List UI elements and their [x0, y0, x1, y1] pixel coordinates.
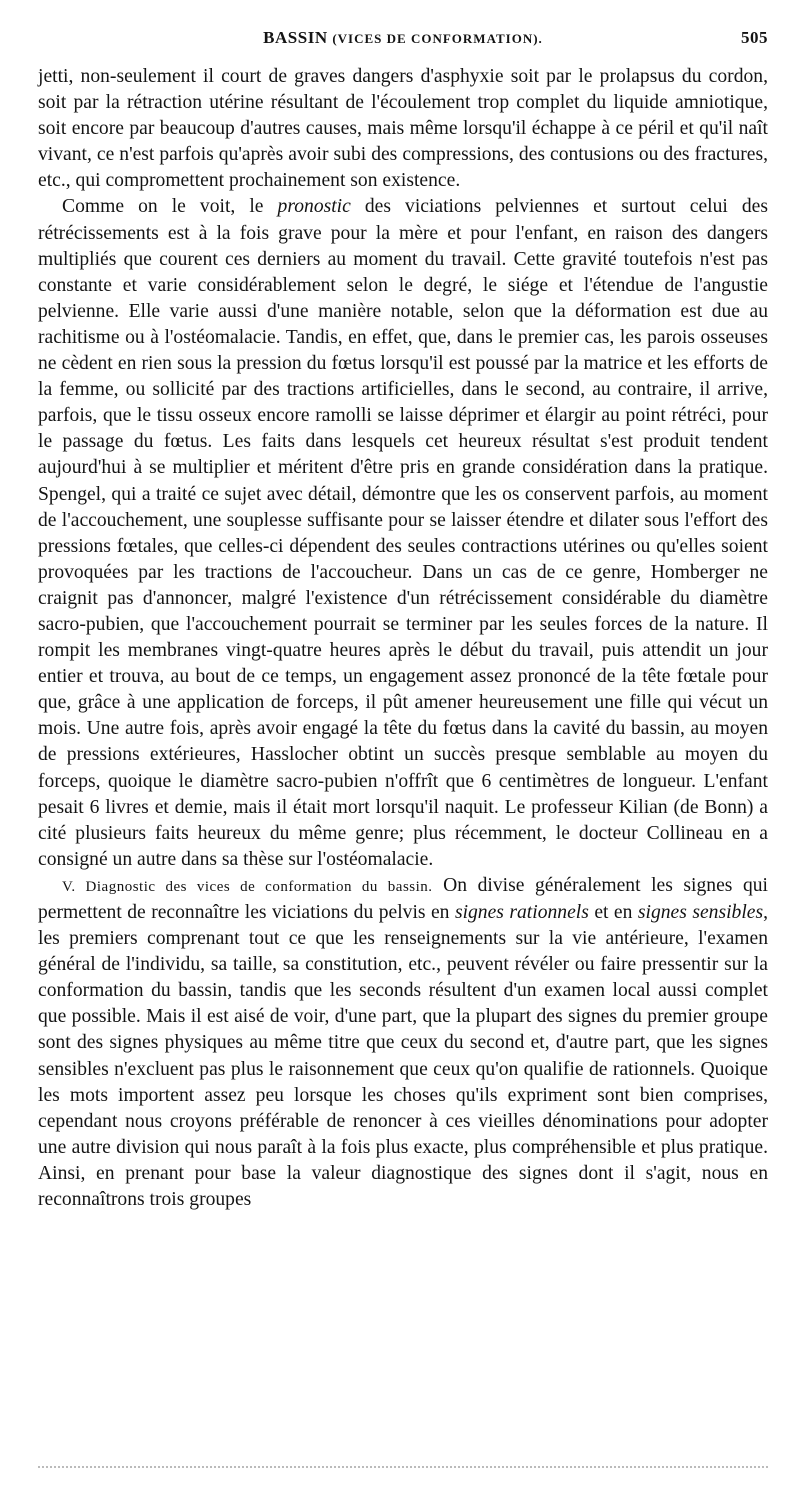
- paragraph-3-text-c: , les premiers comprenant tout ce que les renseignements sur la vie antérieure, l'examen général de l'individu, sa taille, sa constitution, etc., peuvent révéler ou faire pressentir sur la conformation du bassin, tandis que les seconds résultent d'un examen local aussi complet que possible. Mais il est aisé de voir, d'une part, que la plupart des signes du premier groupe sont des signes physiques au même titre que ceux du second et, d'autre part, que les signes sensibles n'excluent pas plus le raisonnement que ceux qu'on qualifie de rationnels. Quoique les mots importent assez peu lorsque les choses qu'ils expriment sont bien comprises, cependant nous croyons préférable de renoncer à ces vieilles dénominations pour adopter une autre division qui nous paraît à la fois plus exacte, plus compréhensible et plus pratique. Ainsi, en prenant pour base la valeur diagnostique des signes dont il s'agit, nous en reconnaîtrons trois groupes: [38, 902, 768, 1211]
- running-header: [38, 28, 768, 56]
- section-heading: V. Diagnostic des vices de conformation du bassin.: [62, 878, 433, 895]
- bottom-dotted-rule: [38, 1466, 768, 1468]
- paragraph-3-text-b: et en: [588, 902, 638, 923]
- paragraph-2-emphasis: pronostic: [277, 196, 351, 218]
- page-number: 505: [741, 28, 768, 47]
- paragraph-3-text-a: On divise généralement les signes qui permettent de reconnaître les viciations du pelvis en: [38, 874, 768, 923]
- running-title: [38, 28, 768, 48]
- paragraph-2-text-a: Comme on le voit, le: [62, 196, 278, 218]
- paragraph-2-text-b: des viciations pelviennes et surtout celui des rétrécissements est à la fois grave pour la mère et pour l'enfant, en raison des dangers multipliés que courent ces derniers au moment du travail. Cette gravité toutefois n'est pas constante et varie considérablement selon le degré, le siége et l'étendue de l'angustie pelvienne. Elle varie aussi d'une manière notable, selon que la déformation est due au rachitisme ou à l'ostéomalacie. Tandis, en effet, que, dans le premier cas, les parois osseuses ne cèdent en rien sous la pression du fœtus lorsqu'il est poussé par la matrice et les efforts de la femme, ou sollicité par des tractions artificielles, dans le second, au contraire, il arrive, parfois, que le tissu osseux encore ramolli se laisse déprimer et élargir au point rétréci, pour le passage du fœtus. Les faits dans lesquels cet heureux résultat s'est produit tendent aujourd'hui à se multiplier et méritent d'être pris en grande considération dans la pratique. Spengel, qui a traité ce sujet avec détail, démontre que les os conservent parfois, au moment de l'accouchement, une souplesse suffisante pour se laisser étendre et dilater sous l'effort des pressions fœtales, que celles-ci dépendent des seules contractions utérines ou qu'elles soient provoquées par les tractions de l'accoucheur. Dans un cas de ce genre, Homberger ne craignit pas d'annoncer, malgré l'existence d'un rétrécissement considérable du diamètre sacro-pubien, que l'accouchement pourrait se terminer par les seules forces de la nature. Il rompit les membranes vingt-quatre heures après le début du travail, puis attendit un jour entier et trouva, au bout de ce temps, un engagement assez prononcé de la tête fœtale pour que, grâce à une application de forceps, il pût amener heureusement une fille qui vécut un mois. Une autre fois, après avoir engagé la tête du fœtus dans la cavité du bassin, au moyen de pressions extérieures, Hasslocher obtint un succès presque semblable au moyen du forceps, quoique le diamètre sacro-pubien n'offrît que 6 centimètres de longueur. L'enfant pesait 6 livres et demie, mais il était mort lorsqu'il naquit. Le professeur Kilian (de Bonn) a cité plusieurs faits heureux du même genre; plus récemment, le docteur Collineau en a consigné un autre dans sa thèse sur l'ostéomalacie.: [38, 196, 768, 870]
- page: [38, 28, 768, 1213]
- paragraph-3-emphasis-2: signes sensibles: [637, 902, 764, 923]
- paragraph-3: [38, 873, 768, 1213]
- paragraph-1: jetti, non-seulement il court de graves dangers d'asphyxie soit par le prolapsus du cordon, soit par la rétraction utérine résultant de l'écoulement trop complet du liquide amniotique, soit encore par beaucoup d'autres causes, mais même lorsqu'il échappe à ce péril et qu'il naît vivant, ce n'est parfois qu'après avoir subi des compressions, des contusions ou des fractures, etc., qui compromettent prochainement son existence.: [38, 66, 768, 192]
- body-text: [38, 64, 768, 1213]
- paragraph-3-emphasis-1: signes rationnels: [454, 902, 589, 923]
- paragraph-2: [38, 194, 768, 872]
- running-title-main: BASSIN: [263, 28, 328, 47]
- running-title-sub: (VICES DE CONFORMATION).: [332, 31, 543, 46]
